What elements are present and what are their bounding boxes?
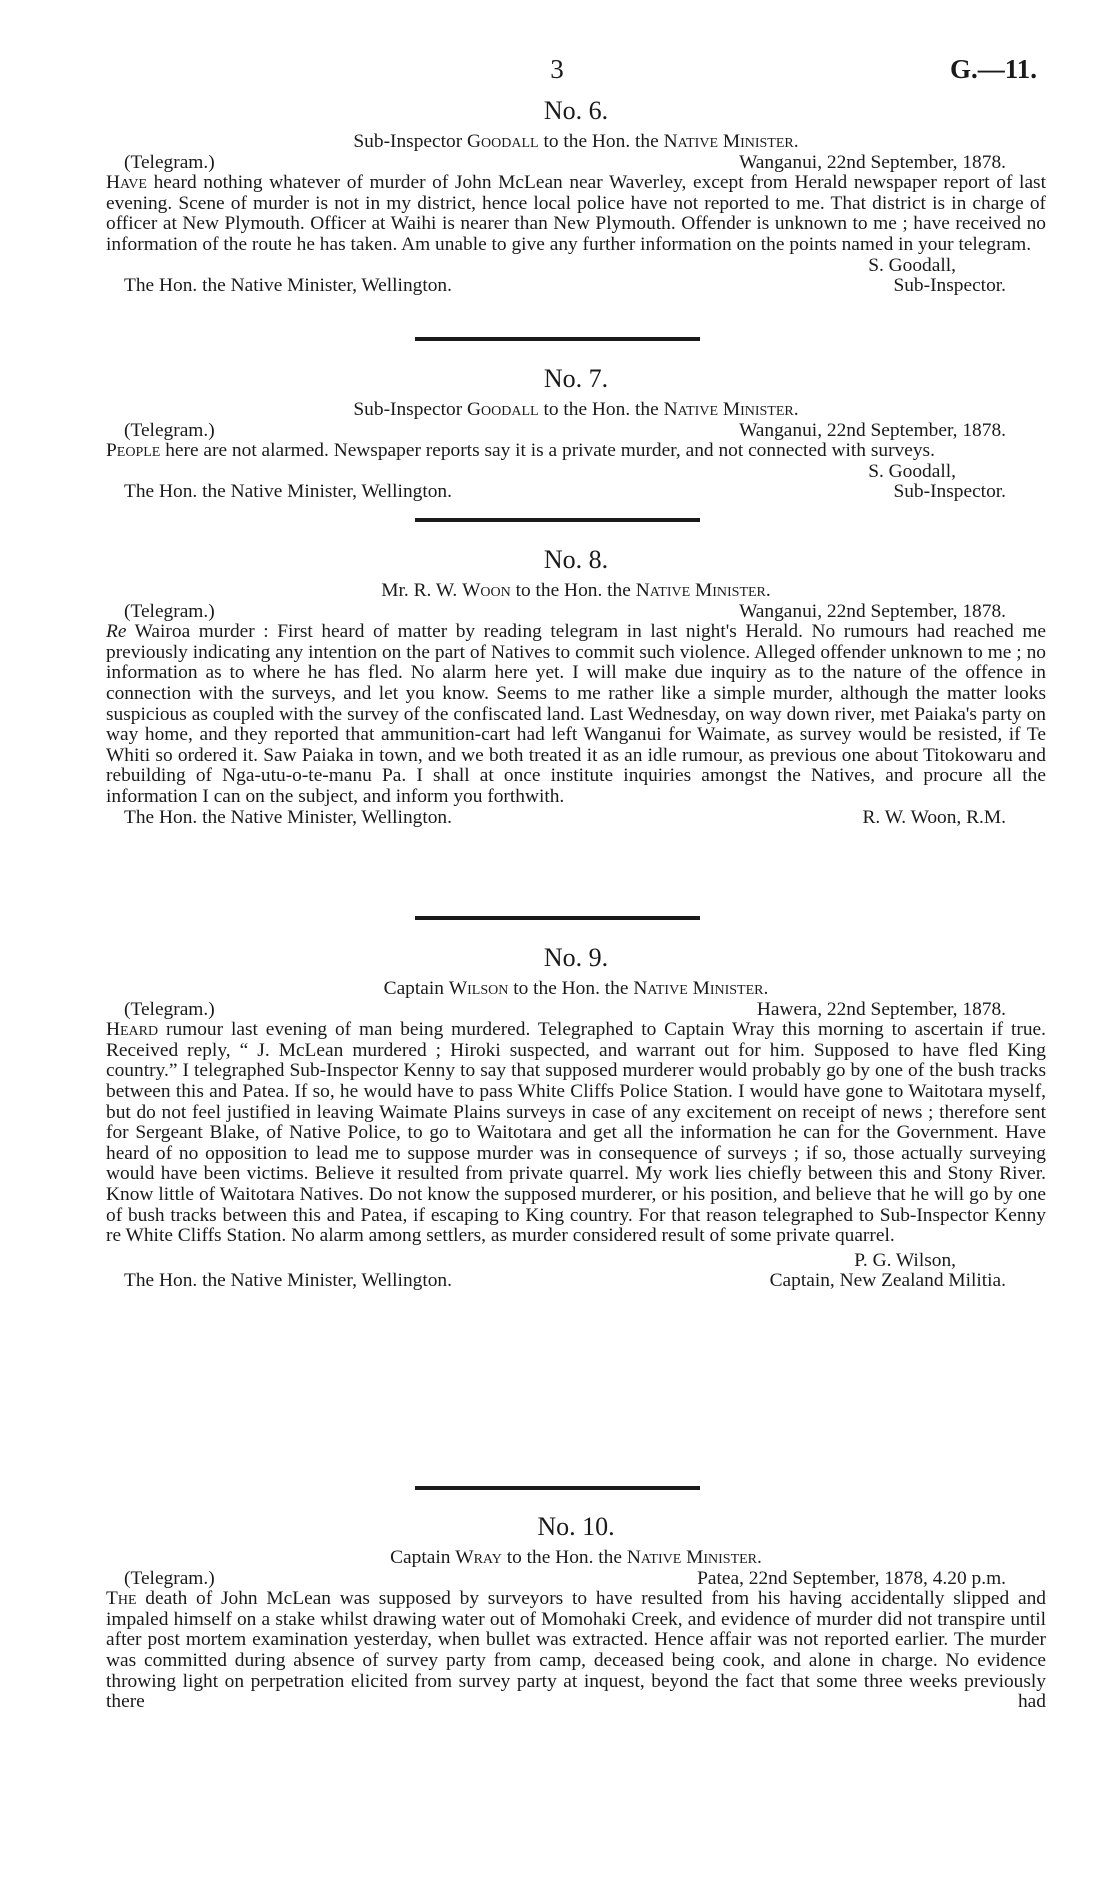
letter-no-7 bbox=[106, 364, 1046, 503]
letter-number: No. 9. bbox=[543, 943, 609, 972]
telegram-label: (Telegram.) bbox=[124, 1567, 215, 1589]
body-text: death of John McLean was supposed by surveyors to have resulted from his having accidentally slipped and impaled himself on a stake whilst drawing water out of Momohaki Creek, and evidence of murder did not transpire until after post mortem examination yesterday, when bullet was extracted. Hence affair was not reported earlier. The murder was committed during absence of survey party from camp, deceased being cook, and alone in charge. No evidence throwing light on perpetration elicited from survey party at inquest, beyond the fact that some three weeks previously there had bbox=[106, 1588, 1046, 1713]
lead-word: Heard bbox=[106, 1019, 159, 1041]
recipient: The Hon. the Native Minister, Wellington. bbox=[124, 481, 452, 503]
telegram-label: (Telegram.) bbox=[124, 998, 215, 1020]
letter-no-9 bbox=[106, 943, 1046, 1292]
telegram-line bbox=[106, 153, 1046, 174]
letter-heading: Captain Wilson to the Hon. the Native Minister. bbox=[383, 978, 769, 999]
office: Sub-Inspector. bbox=[893, 481, 1006, 503]
signoff-line bbox=[106, 808, 1046, 829]
office: R. W. Woon, R.M. bbox=[862, 806, 1006, 828]
letter-heading: Captain Wray to the Hon. the Native Minister. bbox=[390, 1547, 762, 1568]
letter-body bbox=[106, 1589, 1046, 1713]
letter-no-8 bbox=[106, 545, 1046, 828]
recipient: The Hon. the Native Minister, Wellington. bbox=[124, 806, 452, 828]
place-date: Wanganui, 22nd September, 1878. bbox=[739, 600, 1006, 622]
section-divider bbox=[415, 337, 700, 341]
signature: S. Goodall, bbox=[868, 460, 956, 482]
letter-number: No. 8. bbox=[543, 545, 609, 574]
letter-number: No. 6. bbox=[543, 96, 609, 125]
letter-no-10 bbox=[106, 1512, 1046, 1713]
letter-heading: Sub-Inspector Goodall to the Hon. the Native Minister. bbox=[353, 131, 799, 152]
telegram-line bbox=[106, 1569, 1046, 1590]
signoff-line bbox=[106, 276, 1046, 297]
section-divider bbox=[415, 518, 700, 522]
telegram-line bbox=[106, 421, 1046, 442]
place-date: Patea, 22nd September, 1878, 4.20 p.m. bbox=[697, 1567, 1006, 1589]
letter-body bbox=[106, 173, 1046, 255]
lead-word: The bbox=[106, 1588, 137, 1610]
recipient: The Hon. the Native Minister, Wellington. bbox=[124, 1270, 452, 1292]
body-text: rumour last evening of man being murdered. Telegraphed to Captain Wray this morning to ascertain if true. Received reply, “ J. McLean murdered ; Hiroki suspected, and warrant out for him. Supposed to have fled King country.” I telegraphed Sub-Inspector Kenny to say that supposed murderer would probably go by one of the bush tracks between this and Patea. If so, he would have to pass White Cliffs Police Station. I would have gone to Waitotara myself, but do not feel justified in leaving Waimate Plains surveys in case of any excitement on receipt of news ; therefore sent for Sergeant Blake, of Native Police, to go to Waitotara and get all the information he can for the Government. Have heard of no opposition to lead me to suppose murder was in consequence of surveys ; if so, those actually surveying would have been victims. Believe it resulted from private quarrel. My work lies chiefly between this and Stony River. Know little of Waitotara Natives. Do not know the supposed murderer, or his position, and believe that he will go by one of bush tracks between this and Patea, if escaping to King country. For that reason telegraphed to Sub-Inspector Kenny re White Cliffs Station. No alarm among settlers, as murder considered result of some private quarrel. bbox=[106, 1019, 1046, 1247]
page-number: 3 bbox=[550, 54, 564, 84]
section-divider bbox=[415, 1486, 700, 1490]
body-text: heard nothing whatever of murder of John McLean near Waverley, except from Herald newspaper report of last evening. Scene of murder is not in my district, hence local police have not reported to me. That district is in charge of officer at New Plymouth. Officer at Waihi is nearer than New Plymouth. Offender is unknown to me ; have received no information of the route he has taken. Am unable to give any further information on the points named in your telegram. bbox=[106, 172, 1046, 255]
lead-word: Re bbox=[106, 621, 127, 643]
telegram-line bbox=[106, 602, 1046, 623]
lead-word: Have bbox=[106, 172, 147, 194]
signature: S. Goodall, bbox=[868, 254, 956, 276]
place-date: Wanganui, 22nd September, 1878. bbox=[739, 419, 1006, 441]
office: Sub-Inspector. bbox=[893, 275, 1006, 297]
letter-body bbox=[106, 441, 1046, 462]
signoff-line bbox=[106, 1271, 1046, 1292]
letter-number: No. 7. bbox=[543, 364, 609, 393]
lead-word: People bbox=[106, 440, 161, 462]
telegram-line bbox=[106, 1000, 1046, 1021]
letter-body bbox=[106, 1020, 1046, 1247]
telegram-label: (Telegram.) bbox=[124, 151, 215, 173]
signature: P. G. Wilson, bbox=[854, 1249, 956, 1271]
telegram-label: (Telegram.) bbox=[124, 600, 215, 622]
office: Captain, New Zealand Militia. bbox=[769, 1270, 1006, 1292]
letter-no-6 bbox=[106, 96, 1046, 297]
letter-heading: Sub-Inspector Goodall to the Hon. the Native Minister. bbox=[353, 399, 799, 420]
letter-body bbox=[106, 622, 1046, 807]
body-text: here are not alarmed. Newspaper reports say it is a private murder, and not connected with surveys. bbox=[165, 440, 935, 462]
place-date: Hawera, 22nd September, 1878. bbox=[756, 998, 1006, 1020]
body-text: Wairoa murder : First heard of matter by reading telegram in last night's Herald. No rumours had reached me previously indicating any intention on the part of Natives to commit such violence. Alleged offender unknown to me ; no information as to where he has fled. No alarm here yet. I will make due inquiry as to the nature of the offence in connection with the surveys, and let you know. Seems to me rather like a simple murder, although the matter looks suspicious as coupled with the survey of the confiscated land. Last Wednesday, on way down river, met Paiaka's party on way home, and they reported that ammunition-cart had left Wanganui for Waimate, as survey would be resisted, if Te Whiti so ordered it. Saw Paiaka in town, and we both treated it as an idle rumour, as previous one about Titokowaru and rebuilding of Nga-utu-o-te-manu Pa. I shall at once institute inquiries amongst the Natives, and procure all the information I can on the subject, and inform you forthwith. bbox=[106, 621, 1047, 807]
section-divider bbox=[415, 916, 700, 920]
recipient: The Hon. the Native Minister, Wellington. bbox=[124, 275, 452, 297]
place-date: Wanganui, 22nd September, 1878. bbox=[739, 151, 1006, 173]
telegram-label: (Telegram.) bbox=[124, 419, 215, 441]
signoff-line bbox=[106, 482, 1046, 503]
series-code: G.—11. bbox=[949, 54, 1037, 84]
letter-heading: Mr. R. W. Woon to the Hon. the Native Minister. bbox=[381, 580, 771, 601]
letter-number: No. 10. bbox=[537, 1512, 615, 1541]
